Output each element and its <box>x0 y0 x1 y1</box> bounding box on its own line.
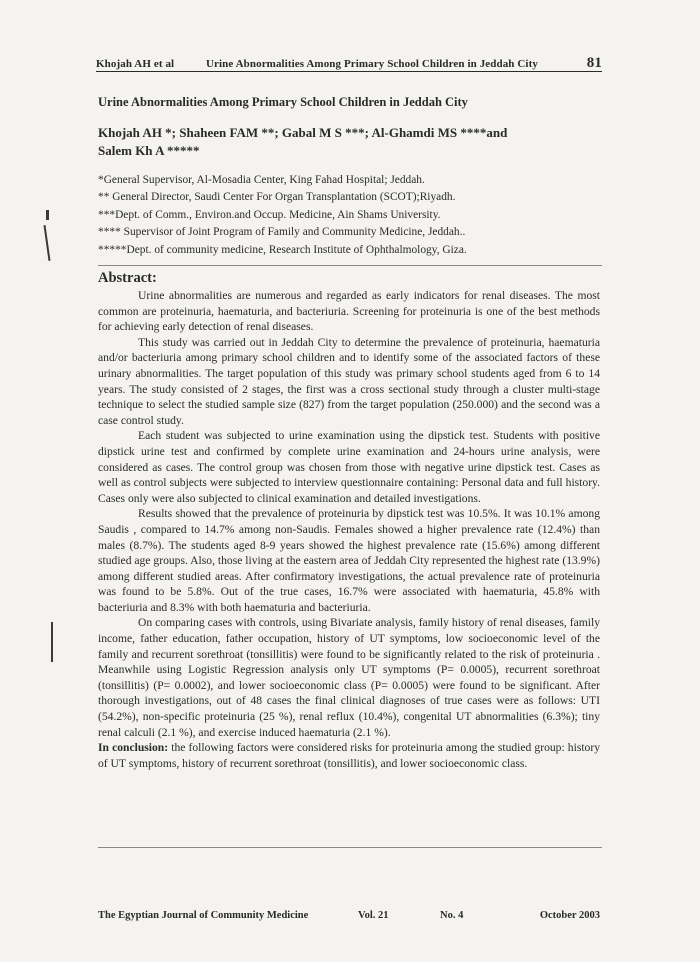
footer-date: October 2003 <box>539 910 600 921</box>
abstract-heading: Abstract: <box>98 270 157 286</box>
author-list <box>98 124 568 160</box>
affiliation: **** Supervisor of Joint Program of Family and Community Medicine, Jeddah.. <box>98 226 466 239</box>
affiliation: *****Dept. of community medicine, Research Institute of Ophthalmology, Giza. <box>98 243 467 256</box>
abstract-paragraph: Results showed that the prevalence of proteinuria by dipstick test was 10.5%. It was 10.1% among Saudis , compared to 14.7% among non-Saudis. Females showed a higher prevalence rate (12.4%) than males (8.7%). The students aged 8-9 years showed the highest prevalence rate (15.6%) among different studied age groups. Also, those living at the eastern area of Jeddah City represented the highest rate (13.9%) among different studied areas. After confirmatory investigations, the actual prevalence rate of proteinuria was found to be 5.8%. Out of the true cases, 16.7% were associated with haematuria, 45.8% with bacteriuria and 8.3% with both haematuria and bacteriuria. <box>98 507 600 614</box>
article-title: Urine Abnormalities Among Primary School Children in Jeddah City <box>98 95 468 109</box>
margin-pen-mark <box>46 210 49 220</box>
conclusion-text: the following factors were considered risks for proteinuria among the studied group: history of UT symptoms, history of recurrent sorethroat (tonsillitis), and lower socioeconomic class. <box>98 741 601 770</box>
footer-journal: The Egyptian Journal of Community Medicine <box>98 910 309 921</box>
page-number: 81 <box>586 55 602 71</box>
running-header-authors: Khojah AH et al <box>96 58 175 70</box>
margin-pen-mark <box>51 622 53 662</box>
running-header <box>96 55 602 72</box>
authors-line-1: Khojah AH *; Shaheen FAM **; Gabal M S ***; Al-Ghamdi MS ****and <box>98 125 508 140</box>
conclusion-label: In conclusion: <box>98 741 169 755</box>
abstract-paragraph: Urine abnormalities are numerous and regarded as early indicators for renal diseases. The most common are proteinuria, haematuria, and bacteriuria. Screening for proteinuria is one of the best methods for achieving early detection of renal diseases. <box>98 289 600 334</box>
conclusion-paragraph <box>98 740 600 771</box>
running-header-title: Urine Abnormalities Among Primary School Children in Jeddah City <box>206 58 538 70</box>
abstract-paragraph: This study was carried out in Jeddah City to determine the prevalence of proteinuria, haematuria and/or bacteriuria among primary school children and to identify some of the associated factors of these urinary abnormalities. The target population of this study was primary school students aged from 6 to 14 years. The study consisted of 2 stages, the first was a cross sectional study through a cluster multi-stage technique to select the studied sample size (827) from the target population (250.000) and the second was a case control study. <box>98 335 600 427</box>
section-divider <box>98 265 602 266</box>
header-rule <box>96 71 602 72</box>
abstract-end-rule <box>98 847 602 848</box>
abstract-paragraph: Each student was subjected to urine examination using the dipstick test. Students with positive dipstick urine test and confirmed by complete urine examination and 24-hours urine analysis, were considered as cases. The control group was chosen from those with negative urine dipstick test. Cases as well as control subjects were subjected to interview questionnaire containing: Personal data and full history. Cases only were also subjected to clinical examination and detailed investigations. <box>98 429 600 505</box>
affiliation: ** General Director, Saudi Center For Organ Transplantation (SCOT);Riyadh. <box>98 191 456 204</box>
margin-pen-mark <box>44 225 51 261</box>
footer-issue: No. 4 <box>440 910 464 921</box>
footer-volume: Vol. 21 <box>358 910 389 921</box>
affiliation: ***Dept. of Comm., Environ.and Occup. Medicine, Ain Shams University. <box>98 208 441 221</box>
abstract-body <box>98 288 600 771</box>
affiliation: *General Supervisor, Al-Mosadia Center, King Fahad Hospital; Jeddah. <box>98 174 425 186</box>
abstract-paragraph: On comparing cases with controls, using Bivariate analysis, family history of renal diseases, family income, father education, father occupation, history of UT symptoms, low socioeconomic level of the family and recurrent sorethroat (tonsillitis) were found to be significantly related to the risk of proteinuria . Meanwhile using Logistic Regression analysis only UT symptoms (P= 0.0005), recurrent sorethroat (tonsillitis) (P= 0.0002), and lower socioeconomic class (P= 0.0005) were found to be significant. After thorough investigations, out of 48 cases the final clinical diagnoses of true cases were as follows: UTI (54.2%), non-specific proteinuria (25 %), renal reflux (10.4%), congenital UT abnormalities (6.3%); tiny renal calculi (2.1 %), and exercise induced haematuria (2.1 %). <box>98 616 600 739</box>
affiliations <box>98 172 568 259</box>
authors-line-2: Salem Kh A ***** <box>98 143 200 158</box>
